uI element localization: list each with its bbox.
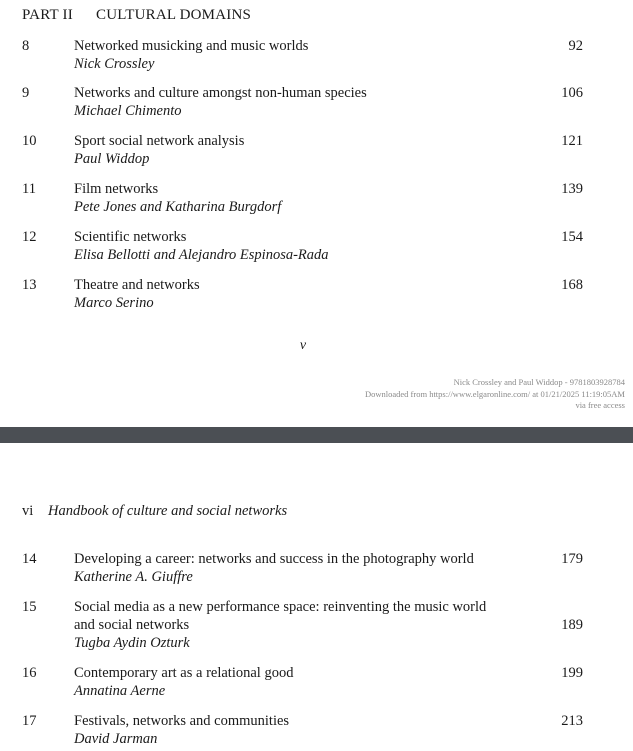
chapter-page: 179	[561, 551, 583, 567]
document-page-vi	[0, 443, 633, 751]
chapter-author: Elisa Bellotti and Alejandro Espinosa-Rada	[74, 247, 329, 263]
chapter-author: Pete Jones and Katharina Burgdorf	[74, 199, 282, 215]
chapter-title: Social media as a new performance space: reinventing the music world	[74, 599, 487, 615]
chapter-page: 213	[561, 713, 583, 729]
chapter-number: 12	[22, 229, 37, 245]
chapter-title-continuation: and social networks	[74, 617, 190, 633]
running-head-folio: vi	[22, 503, 34, 519]
chapter-title: Scientific networks	[74, 229, 187, 245]
chapter-author: Annatina Aerne	[74, 683, 166, 699]
chapter-page: 106	[561, 85, 583, 101]
chapter-page: 154	[561, 229, 583, 245]
chapter-page: 121	[561, 133, 583, 149]
chapter-number: 17	[22, 713, 37, 729]
chapter-title: Contemporary art as a relational good	[74, 665, 294, 681]
chapter-page: 168	[561, 277, 583, 293]
running-head-title: Handbook of culture and social networks	[48, 503, 288, 519]
chapter-page: 199	[561, 665, 583, 681]
watermark-line: Downloaded from https://www.elgaronline.com/ at 01/21/2025 11:19:05AM	[364, 388, 625, 399]
chapter-title: Theatre and networks	[74, 277, 200, 293]
chapter-title: Sport social network analysis	[74, 133, 245, 149]
watermark-line: via free access	[575, 400, 625, 410]
chapter-title: Developing a career: networks and success in the photography world	[74, 551, 474, 567]
chapter-number: 15	[22, 599, 37, 615]
chapter-number: 8	[22, 38, 30, 54]
page-folio: v	[299, 338, 307, 353]
part-heading	[22, 7, 251, 24]
chapter-title: Festivals, networks and communities	[74, 713, 290, 729]
chapter-number: 9	[22, 85, 30, 101]
chapter-page: 139	[561, 181, 583, 197]
chapter-title: Film networks	[74, 181, 159, 197]
chapter-author: Tugba Aydin Ozturk	[74, 635, 190, 651]
chapter-page: 92	[568, 38, 583, 54]
chapter-author: Nick Crossley	[74, 56, 155, 72]
page-divider	[0, 427, 633, 443]
chapter-page: 189	[561, 617, 583, 633]
chapter-number: 16	[22, 665, 37, 681]
chapter-author: Paul Widdop	[74, 151, 150, 167]
chapter-title: Networked musicking and music worlds	[74, 38, 309, 54]
download-watermark	[365, 377, 625, 412]
chapter-title: Networks and culture amongst non-human species	[74, 85, 367, 101]
part-title: CULTURAL DOMAINS	[96, 7, 252, 23]
chapter-author: Katherine A. Giuffre	[74, 569, 193, 585]
running-head	[22, 503, 287, 520]
chapter-number: 14	[22, 551, 37, 567]
chapter-number: 10	[22, 133, 37, 149]
watermark-line: Nick Crossley and Paul Widdop - 9781803928784	[453, 377, 625, 387]
chapter-number: 11	[22, 181, 36, 197]
chapter-author: David Jarman	[74, 731, 158, 747]
chapter-number: 13	[22, 277, 37, 293]
chapter-author: Michael Chimento	[74, 103, 182, 119]
part-number: PART II	[22, 7, 73, 23]
chapter-author: Marco Serino	[74, 295, 154, 311]
